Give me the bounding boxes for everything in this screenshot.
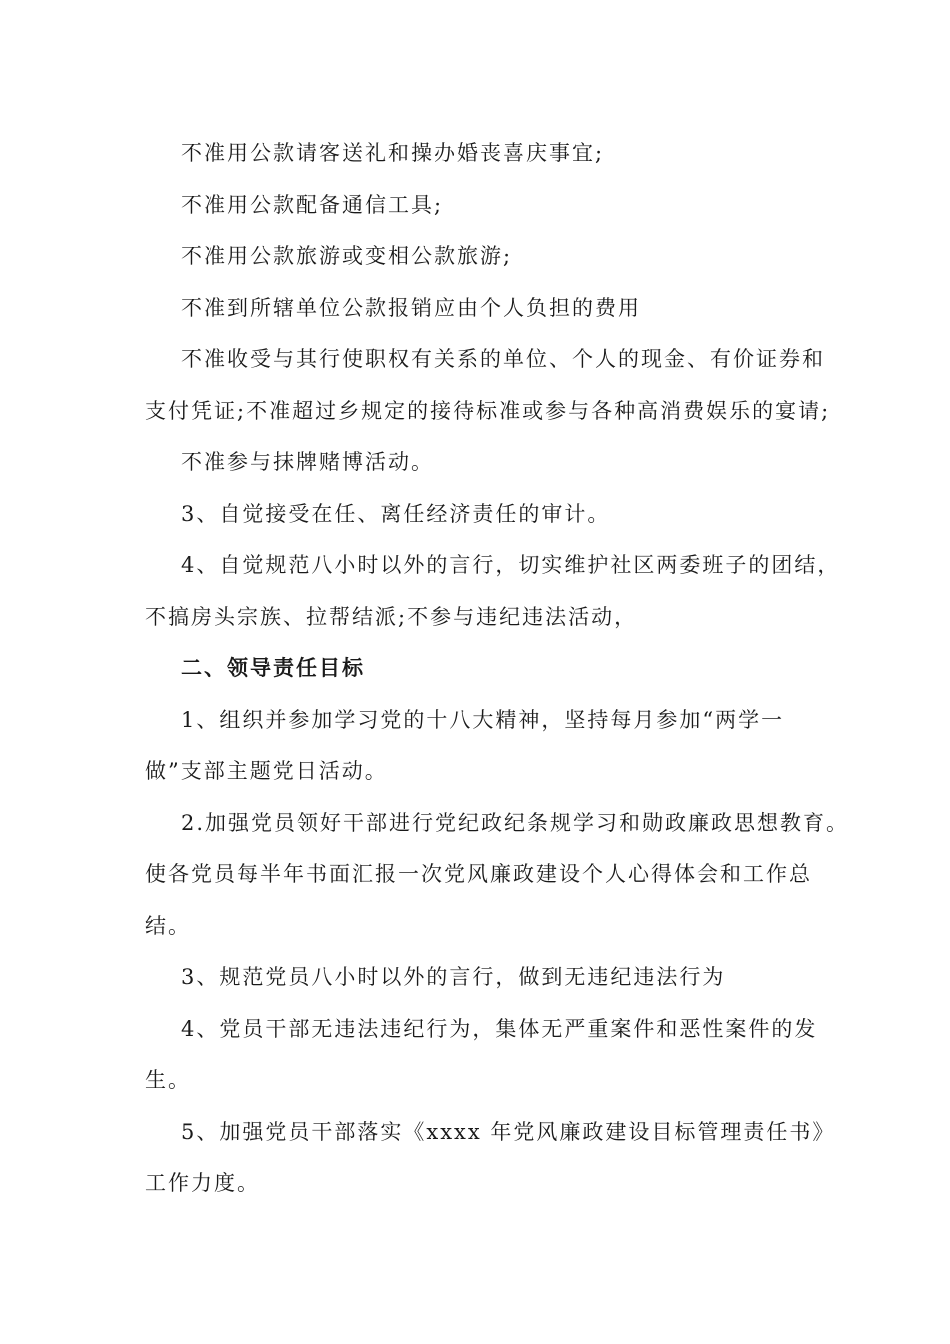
paragraph-line: 4、党员干部无违法违纪行为，集体无严重案件和恶性案件的发 xyxy=(181,1016,818,1041)
paragraph: 不准用公款请客送礼和操办婚丧喜庆事宜; xyxy=(181,141,605,165)
paragraph-line: 使各党员每半年书面汇报一次党风廉政建设个人心得体会和工作总 xyxy=(145,862,812,886)
paragraph-line: 工作力度。 xyxy=(145,1171,260,1195)
paragraph-line: 结。 xyxy=(145,913,191,938)
paragraph-line: 不准收受与其行使职权有关系的单位、个人的现金、有价证券和 xyxy=(181,347,825,371)
document-body xyxy=(145,128,850,1210)
paragraph: 3、规范党员八小时以外的言行，做到无违纪违法行为 xyxy=(181,965,726,989)
paragraph: 3、自觉接受在任、离任经济责任的审计。 xyxy=(181,501,611,526)
paragraph-line: 1、组织并参加学习党的十八大精神，坚持每月参加“两学一 xyxy=(181,707,785,732)
paragraph: 不准用公款配备通信工具; xyxy=(181,192,444,217)
paragraph-line: 做”支部主题党日活动。 xyxy=(145,759,388,783)
paragraph: 不准用公款旅游或变相公款旅游; xyxy=(181,244,513,268)
paragraph: 不准到所辖单位公款报销应由个人负担的费用 xyxy=(181,295,641,320)
paragraph-line: 4、自觉规范八小时以外的言行，切实维护社区两委班子的团结， xyxy=(181,553,841,577)
section-heading: 二、领导责任目标 xyxy=(181,656,365,680)
paragraph-line: 不搞房头宗族、拉帮结派;不参与违纪违法活动， xyxy=(145,604,638,629)
paragraph: 不准参与抹牌赌博活动。 xyxy=(181,450,434,474)
paragraph-line: 2.加强党员领好干部进行党纪政纪条规学习和勋政廉政思想教育。 xyxy=(181,810,850,835)
paragraph-line: 生。 xyxy=(145,1068,191,1092)
paragraph-line: 5、加强党员干部落实《xxxx 年党风廉政建设目标管理责任书》 xyxy=(181,1119,836,1144)
paragraph-line: 支付凭证;不准超过乡规定的接待标准或参与各种高消费娱乐的宴请; xyxy=(145,398,831,423)
